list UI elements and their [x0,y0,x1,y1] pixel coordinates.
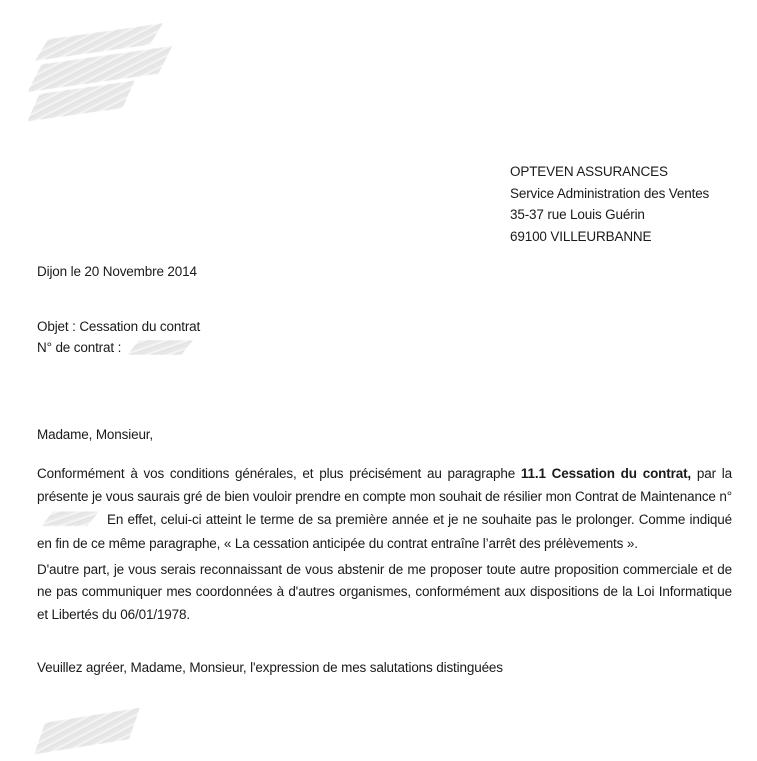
recipient-name: OPTEVEN ASSURANCES [510,164,668,179]
signature-redacted [29,707,144,754]
paragraph1-text-tail: En effet, celui-ci atteint le terme de sa première année et je ne souhaite pas le prolonger. Comme indiqué en fin de ce même paragraphe, « La cessation anticipée du contrat entraîne l’arrêt des prélèvements ». [37,512,732,551]
subject-line: Objet : Cessation du contrat [37,319,201,334]
salutation-line: Madame, Monsieur, [37,427,154,442]
date-line: Dijon le 20 Novembre 2014 [37,264,197,279]
body-paragraph-1 [37,462,732,555]
contract-number-inline-redacted [41,511,99,526]
paragraph1-text-mid: par la présente je vous saurais gré de bien vouloir prendre en compte mon souhait de résilier mon Contrat de Maintenance n° [37,466,732,505]
closing-line: Veuillez agréer, Madame, Monsieur, l'expression de mes salutations distinguées [37,660,503,675]
paragraph1-text-lead: Conformément à vos conditions générales, et plus précisément au paragraphe [37,466,521,481]
contract-number-line [37,337,200,358]
contract-number-label: N° de contrat : [37,340,122,355]
recipient-city: 69100 VILLEURBANNE [510,228,652,244]
body-paragraph-2: D'autre part, je vous serais reconnaissant de vous abstenir de me proposer toute autre proposition commerciale et de ne pas communiquer mes coordonnées à d'autres organismes, conformément aux dispositions de la Loi Informatique et Libertés du 06/01/1978. [37,562,732,622]
recipient-address-block [510,161,709,247]
recipient-street: 35-37 rue Louis Guérin [510,207,645,222]
subject-block [37,316,200,358]
contract-number-redacted [127,340,193,355]
paragraph1-bold-clause: 11.1 Cessation du contrat, [520,466,692,481]
sender-address-redacted [25,30,175,122]
recipient-service: Service Administration des Ventes [510,185,710,201]
